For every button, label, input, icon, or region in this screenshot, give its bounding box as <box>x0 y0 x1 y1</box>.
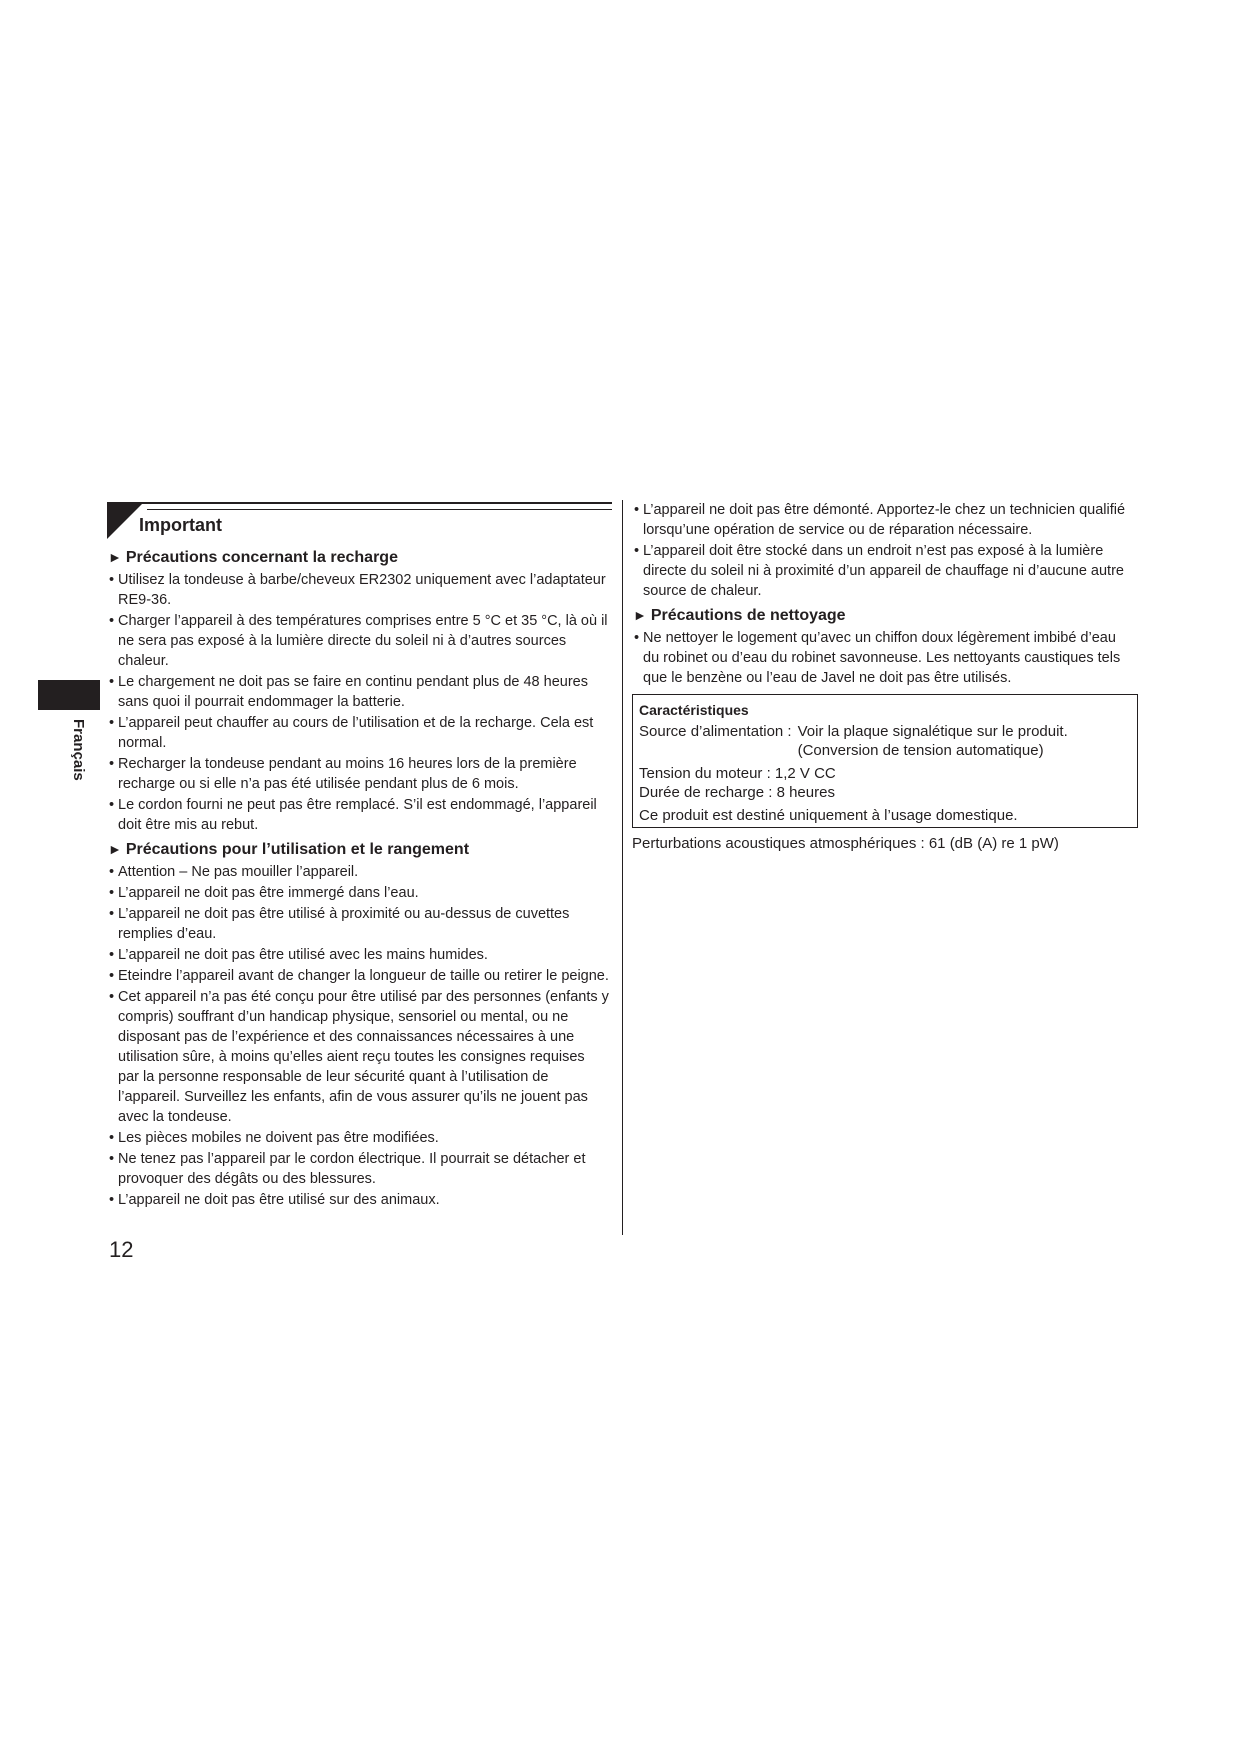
arrow-right-icon: ► <box>108 841 122 857</box>
acoustic-noise-note: Perturbations acoustiques atmosphériques : 61 (dB (A) re 1 pW) <box>632 835 1059 852</box>
specifications-box <box>632 694 1138 828</box>
page-number: 12 <box>109 1237 134 1262</box>
language-label: Français <box>70 719 87 781</box>
list-item: • Eteindre l’appareil avant de changer la longueur de taille ou retirer le peigne. <box>109 966 609 986</box>
list-item: • L’appareil ne doit pas être démonté. Apportez-le chez un technicien qualifié lorsqu’une opération de service ou de réparation nécessaire. <box>634 500 1136 540</box>
right-column <box>634 500 1136 854</box>
list-item: • L’appareil peut chauffer au cours de l’utilisation et de la recharge. Cela est normal. <box>109 713 609 753</box>
header-rule <box>107 502 612 504</box>
recharge-list <box>109 570 609 835</box>
list-item: • Charger l’appareil à des températures comprises entre 5 °C et 35 °C, là où il ne sera pas exposé à la lumière directe du soleil ni à d’autres sources chaleur. <box>109 611 609 671</box>
list-item: • Recharger la tondeuse pendant au moins 16 heures lors de la première recharge ou si elle n’a pas été utilisée pendant plus de 6 mois. <box>109 754 609 794</box>
section-heading-recharge: ► Précautions concernant la recharge <box>108 549 398 566</box>
important-header <box>107 502 612 540</box>
list-item: • Utilisez la tondeuse à barbe/cheveux ER2302 uniquement avec l’adaptateur RE9-36. <box>109 570 609 610</box>
left-column <box>109 547 609 1214</box>
power-source-note: (Conversion de tension automatique) <box>797 742 1044 759</box>
column-divider <box>622 500 623 1235</box>
list-item: • L’appareil ne doit pas être utilisé sur des animaux. <box>109 1190 609 1210</box>
list-item: • L’appareil ne doit pas être utilisé avec les mains humides. <box>109 945 609 965</box>
section-heading-cleaning: ► Précautions de nettoyage <box>633 607 846 624</box>
list-item: • L’appareil ne doit pas être immergé dans l’eau. <box>109 883 609 903</box>
list-item: • L’appareil doit être stocké dans un endroit n’est pas exposé à la lumière directe du soleil ni à proximité d’un appareil de chauffage ni d’aucune autre source de chaleur. <box>634 541 1136 601</box>
power-source-value: Voir la plaque signalétique sur le produit. (Conversion de tension automatique) <box>797 723 1068 759</box>
list-item: • Attention – Ne pas mouiller l’appareil. <box>109 862 609 882</box>
list-item: • Le chargement ne doit pas se faire en continu pendant plus de 48 heures sans quoi il pourrait endommager la batterie. <box>109 672 609 712</box>
charge-duration: Durée de recharge : 8 heures <box>639 784 835 801</box>
power-source-label: Source d’alimentation : <box>639 723 792 740</box>
list-item: • Ne nettoyer le logement qu’avec un chiffon doux légèrement imbibé d’eau du robinet ou d’eau du robinet savonneuse. Les nettoyants caustiques tels que le benzène ou l’eau de Javel ne doit pas être utilisés. <box>634 628 1136 688</box>
list-item: • L’appareil ne doit pas être utilisé à proximité ou au-dessus de cuvettes remplies d’eau. <box>109 904 609 944</box>
arrow-right-icon: ► <box>633 607 647 623</box>
specifications-title: Caractéristiques <box>639 702 749 718</box>
cleaning-list <box>634 628 1136 688</box>
header-title: Important <box>139 515 222 535</box>
power-source-row <box>639 722 1131 760</box>
usage-note: Ce produit est destiné uniquement à l’usage domestique. <box>639 807 1018 824</box>
list-item: • Les pièces mobiles ne doivent pas être modifiées. <box>109 1128 609 1148</box>
header-rule-thin <box>147 509 612 510</box>
list-item: • Le cordon fourni ne peut pas être remplacé. S’il est endommagé, l’appareil doit être mis au rebut. <box>109 795 609 835</box>
usage-storage-list <box>109 862 609 1210</box>
section-heading-usage-storage: ► Précautions pour l’utilisation et le rangement <box>108 841 470 858</box>
continued-list <box>634 500 1136 601</box>
motor-voltage: Tension du moteur : 1,2 V CC <box>639 765 836 782</box>
arrow-right-icon: ► <box>108 549 122 565</box>
language-tab-marker <box>38 680 100 710</box>
list-item: • Ne tenez pas l’appareil par le cordon électrique. Il pourrait se détacher et provoquer des dégâts ou des blessures. <box>109 1149 609 1189</box>
list-item: • Cet appareil n’a pas été conçu pour être utilisé par des personnes (enfants y compris) souffrant d’un handicap physique, sensoriel ou mental, ou ne disposant pas de l’expérience et des connaissances nécessaires à une utilisation sûre, à moins qu’elles aient reçu toutes les consignes requises par la personne responsable de leur sécurité quant à l’utilisation de l’appareil. Surveillez les enfants, afin de vous assurer qu’ils ne jouent pas avec la tondeuse. <box>109 987 609 1127</box>
